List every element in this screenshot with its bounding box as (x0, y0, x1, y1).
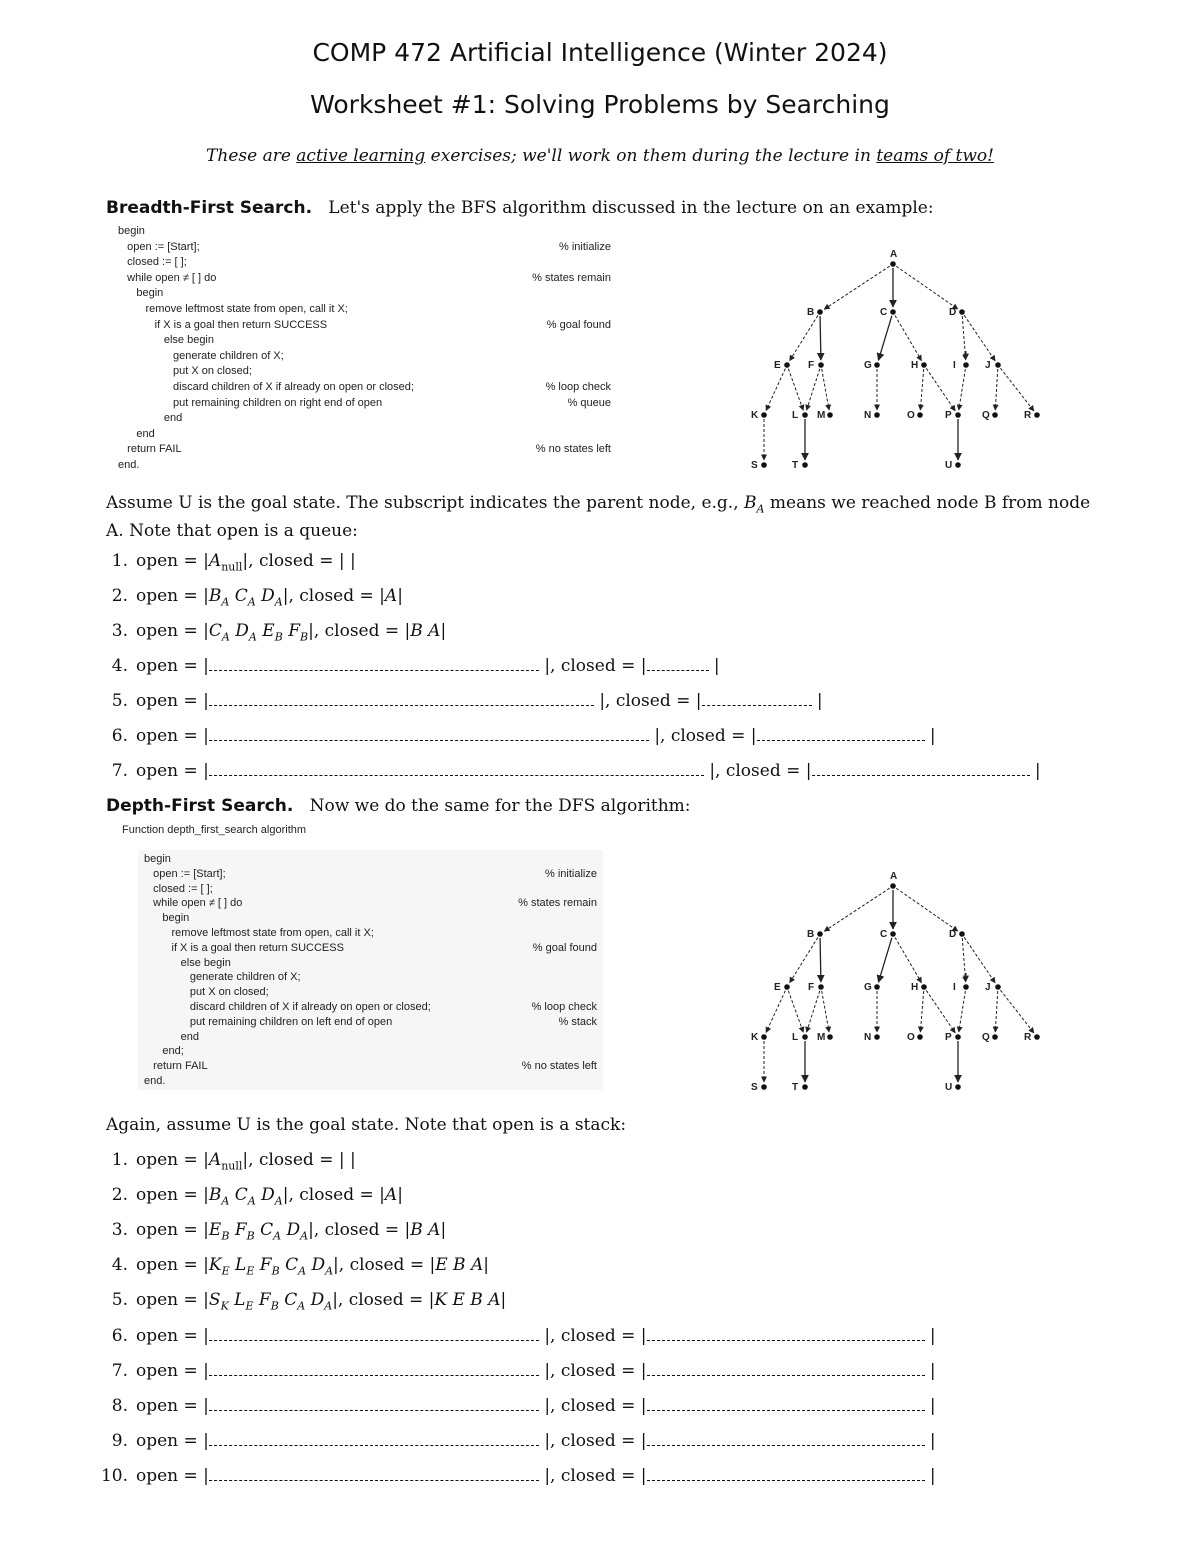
tree-node-n (874, 412, 880, 418)
instructions-note: These are active learning exercises; we'll work on them during the lecture in teams of two! (206, 146, 994, 166)
tree-edge-a-d (896, 888, 958, 931)
code-line: return FAIL (144, 1060, 208, 1073)
tree-node-label-f: F (808, 982, 815, 993)
code-line: put X on closed; (144, 986, 269, 999)
tree-node-q (992, 1034, 998, 1040)
code-line: closed := [ ]; (144, 882, 213, 895)
code-comment: % goal found (532, 941, 597, 954)
dfs-function-label: Function depth_first_search algorithm (122, 824, 307, 836)
tree-edge-a-b (824, 266, 889, 309)
tree-node-t (802, 1084, 808, 1090)
tree-node-label-a: A (890, 249, 898, 260)
tree-node-label-p: P (945, 1032, 952, 1043)
tree-edge-b-e (790, 315, 818, 360)
dfs-step-1: 1. open = $|A_{null}|$, closed = | | (111, 1150, 356, 1173)
tree-node-e (784, 984, 790, 990)
tree-node-e (784, 362, 790, 368)
tree-edge-d-j (964, 937, 995, 983)
tree-edge-j-q (995, 369, 997, 410)
tree-node-u (955, 1084, 961, 1090)
code-line: while open ≠ [ ] do (144, 897, 243, 910)
tree-node-label-o: O (907, 1032, 915, 1043)
bfs-step-4-closed-blank[interactable] (647, 656, 709, 671)
tree-node-label-q: Q (982, 1032, 990, 1043)
tree-edge-f-l (807, 991, 820, 1032)
tree-node-f (818, 984, 824, 990)
code-line: closed := [ ]; (118, 256, 187, 269)
tree-node-o (917, 412, 923, 418)
tree-node-h (921, 984, 927, 990)
tree-node-label-t: T (792, 1082, 799, 1093)
tree-edge-i-p (959, 991, 966, 1032)
worksheet-course-title: COMP 472 Artificial Intelligence (Winter 2024) (312, 38, 888, 67)
tree-node-m (827, 412, 833, 418)
tree-node-label-g: G (864, 360, 872, 371)
tree-edge-h-o (920, 991, 923, 1032)
tree-edge-d-j (964, 315, 995, 361)
tree-node-label-u: U (945, 460, 953, 471)
tree-node-j (995, 984, 1001, 990)
tree-node-label-r: R (1024, 1032, 1032, 1043)
code-line: if X is a goal then return SUCCESS (144, 941, 344, 954)
dfs-step-10: 10. open = | |, closed = | | (100, 1466, 936, 1486)
tree-node-label-u: U (945, 1082, 953, 1093)
code-line: generate children of X; (118, 349, 284, 362)
code-line: begin (118, 287, 164, 300)
tree-node-label-l: L (792, 410, 799, 421)
tree-edge-h-o (920, 369, 923, 410)
tree-edge-c-g (878, 316, 891, 360)
code-comment: % loop check (545, 381, 611, 393)
dfs-step-2: 2. open = $|B_A$ $C_A$ $D_A|$, closed = |A| (111, 1185, 403, 1208)
bfs-intro: Let's apply the BFS algorithm discussed in the lecture on an example: (328, 198, 934, 218)
tree-node-label-c: C (880, 307, 888, 318)
dfs-step-6: 6. open = | |, closed = | | (111, 1326, 936, 1346)
code-comment: % queue (567, 396, 611, 409)
tree-node-s (761, 1084, 767, 1090)
code-line: open := [Start]; (144, 867, 226, 880)
code-line: return FAIL (118, 443, 182, 456)
dfs-step-9-closed-blank[interactable] (647, 1431, 925, 1446)
bfs-step-2: 2. open = $|B_A$ $C_A$ $D_A|$, closed = |A| (111, 586, 403, 609)
tree-node-d (959, 931, 965, 937)
code-line: end. (118, 459, 140, 471)
code-line: end (118, 427, 155, 440)
dfs-heading: Depth-First Search. (106, 796, 294, 816)
tree-node-i (963, 362, 969, 368)
tree-edge-b-e (790, 937, 818, 982)
code-line: end; (144, 1045, 184, 1058)
tree-node-label-i: I (953, 360, 956, 371)
code-comment: % initialize (545, 867, 597, 880)
code-line: remove leftmost state from open, call it X; (118, 303, 348, 315)
tree-node-t (802, 462, 808, 468)
bfs-step-7-closed-blank[interactable] (812, 761, 1030, 776)
code-comment: % stack (558, 1015, 597, 1028)
tree-node-label-n: N (864, 410, 872, 421)
code-line: open := [Start]; (118, 240, 200, 253)
tree-node-label-r: R (1024, 410, 1032, 421)
tree-node-c (890, 309, 896, 315)
code-comment: % states remain (532, 271, 611, 284)
tree-node-a (890, 883, 896, 889)
tree-node-label-m: M (817, 1032, 826, 1043)
tree-node-label-q: Q (982, 410, 990, 421)
tree-edge-a-d (896, 266, 958, 309)
tree-node-n (874, 1034, 880, 1040)
tree-node-label-p: P (945, 410, 952, 421)
dfs-step-6-closed-blank[interactable] (647, 1326, 925, 1341)
code-line: begin (118, 225, 145, 237)
tree-edge-f-l (807, 369, 820, 410)
bfs-step-4: 4. open = | |, closed = | | (111, 656, 720, 676)
tree-node-s (761, 462, 767, 468)
tree-node-label-e: E (774, 982, 781, 993)
dfs-step-10-closed-blank[interactable] (647, 1466, 925, 1481)
tree-node-f (818, 362, 824, 368)
tree-node-g (874, 984, 880, 990)
tree-node-l (802, 1034, 808, 1040)
dfs-assumption: Again, assume U is the goal state. Note that open is a stack: (106, 1115, 627, 1135)
tree-edge-i-p (959, 369, 966, 410)
tree-edge-f-m (822, 991, 829, 1032)
code-line: end (118, 412, 183, 425)
tree-node-label-n: N (864, 1032, 872, 1043)
tree-node-b (817, 309, 823, 315)
tree-node-j (995, 362, 1001, 368)
code-comment: % goal found (546, 318, 611, 331)
tree-node-label-j: J (985, 360, 991, 371)
tree-node-b (817, 931, 823, 937)
tree-node-p (955, 412, 961, 418)
code-line: end (144, 1030, 200, 1043)
tree-edge-j-q (995, 991, 997, 1032)
tree-node-label-h: H (911, 360, 919, 371)
tree-edge-c-g (878, 938, 891, 982)
worksheet-title: Worksheet #1: Solving Problems by Searching (310, 90, 890, 119)
code-line: generate children of X; (144, 971, 301, 984)
bfs-step-1: 1. open = $|A_{null}|$, closed = | | (111, 551, 356, 574)
tree-node-label-s: S (751, 1082, 758, 1093)
tree-node-label-m: M (817, 410, 826, 421)
code-line: begin (144, 912, 190, 925)
bfs-step-4-open-blank[interactable] (209, 656, 539, 671)
dfs-step-7-closed-blank[interactable] (647, 1361, 925, 1376)
code-line: if X is a goal then return SUCCESS (118, 318, 328, 331)
tree-edge-f-m (822, 369, 829, 410)
dfs-step-3: 3. open = $|E_B$ $F_B$ $C_A$ $D_A|$, closed = |B A| (111, 1220, 447, 1243)
dfs-step-8: 8. open = | |, closed = | | (111, 1396, 936, 1416)
code-comment: % states remain (518, 897, 597, 910)
code-line: put X on closed; (118, 365, 252, 378)
code-line: begin (144, 853, 171, 865)
code-comment: % no states left (535, 443, 611, 456)
bfs-step-6-closed-blank[interactable] (757, 726, 925, 741)
code-line: put remaining children on left end of open (144, 1015, 393, 1028)
tree-edge-c-h (895, 937, 921, 982)
tree-node-label-a: A (890, 871, 898, 882)
code-line: put remaining children on right end of open (118, 396, 383, 409)
tree-node-label-b: B (807, 929, 815, 940)
tree-node-label-s: S (751, 460, 758, 471)
bfs-heading: Breadth-First Search. (106, 198, 313, 218)
tree-edge-b-f (820, 938, 821, 982)
tree-node-label-d: D (949, 929, 957, 940)
tree-node-d (959, 309, 965, 315)
bfs-step-5-open-blank[interactable] (209, 691, 594, 706)
tree-node-label-h: H (911, 982, 919, 993)
tree-node-label-o: O (907, 410, 915, 421)
bfs-step-6: 6. open = | |, closed = | | (111, 726, 936, 746)
dfs-step-10-open-blank[interactable] (209, 1466, 539, 1481)
tree-node-label-c: C (880, 929, 888, 940)
tree-edge-b-f (820, 316, 821, 360)
tree-edge-e-l (788, 991, 803, 1033)
tree-node-o (917, 1034, 923, 1040)
tree-node-label-b: B (807, 307, 815, 318)
bfs-step-5: 5. open = | |, closed = | | (111, 691, 823, 711)
dfs-step-9: 9. open = | |, closed = | | (111, 1431, 936, 1451)
dfs-step-4: 4. open = $|K_E$ $L_E$ $F_B$ $C_A$ $D_A|$, closed = |E B A| (111, 1255, 489, 1278)
tree-edge-h-p (926, 990, 955, 1033)
tree-edge-e-k (766, 991, 785, 1033)
tree-edge-a-b (824, 888, 889, 931)
tree-node-label-k: K (751, 1032, 759, 1043)
bfs-assumption: Assume U is the goal state. The subscript indicates the parent node, e.g., $B_A$ means we reached node B from node A. Note that open is a queue: (106, 493, 1091, 542)
tree-node-k (761, 1034, 767, 1040)
tree-node-h (921, 362, 927, 368)
dfs-step-9-open-blank[interactable] (209, 1431, 539, 1446)
tree-node-label-k: K (751, 410, 759, 421)
tree-edge-d-i (962, 938, 965, 982)
dfs-step-7: 7. open = | |, closed = | | (111, 1361, 936, 1381)
dfs-step-6-open-blank[interactable] (209, 1326, 539, 1341)
dfs-heading-line (106, 796, 691, 816)
tree-node-label-d: D (949, 307, 957, 318)
tree-node-c (890, 931, 896, 937)
code-line: discard children of X if already on open or closed; (118, 381, 414, 393)
tree-node-label-f: F (808, 360, 815, 371)
dfs-step-5: 5. open = $|S_K$ $L_E$ $F_B$ $C_A$ $D_A|$, closed = |K E B A| (111, 1290, 507, 1313)
tree-node-a (890, 261, 896, 267)
code-comment: % loop check (531, 1001, 597, 1013)
tree-node-r (1034, 1034, 1040, 1040)
code-line: end. (144, 1075, 166, 1087)
tree-edge-e-l (788, 369, 803, 411)
tree-node-u (955, 462, 961, 468)
tree-node-l (802, 412, 808, 418)
tree-node-label-g: G (864, 982, 872, 993)
dfs-pseudocode (138, 850, 603, 1090)
bfs-heading-line (106, 198, 934, 218)
code-comment: % initialize (559, 240, 611, 253)
code-line: else begin (118, 334, 214, 347)
tree-node-label-i: I (953, 982, 956, 993)
dfs-step-8-open-blank[interactable] (209, 1396, 539, 1411)
tree-edge-j-r (1000, 368, 1033, 411)
code-line: discard children of X if already on open or closed; (144, 1001, 431, 1013)
tree-node-label-e: E (774, 360, 781, 371)
bfs-step-6-open-blank[interactable] (209, 726, 649, 741)
dfs-step-8-closed-blank[interactable] (647, 1396, 925, 1411)
tree-edge-c-h (895, 315, 921, 360)
tree-node-g (874, 362, 880, 368)
code-line: else begin (144, 956, 231, 969)
tree-node-label-t: T (792, 460, 799, 471)
tree-node-m (827, 1034, 833, 1040)
tree-node-r (1034, 412, 1040, 418)
bfs-pseudocode (112, 222, 617, 474)
tree-node-p (955, 1034, 961, 1040)
code-line: remove leftmost state from open, call it X; (144, 927, 374, 939)
bfs-step-7: 7. open = | |, closed = | | (111, 761, 1041, 781)
code-line: while open ≠ [ ] do (118, 271, 217, 284)
tree-node-label-l: L (792, 1032, 799, 1043)
bfs-step-3: 3. open = $|C_A$ $D_A$ $E_B$ $F_B|$, closed = |B A| (111, 621, 447, 644)
tree-node-label-j: J (985, 982, 991, 993)
tree-edge-j-r (1000, 990, 1033, 1033)
tree-edge-h-p (926, 368, 955, 411)
tree-node-q (992, 412, 998, 418)
tree-node-k (761, 412, 767, 418)
dfs-tree-diagram (740, 862, 1060, 1097)
tree-edge-d-i (962, 316, 965, 360)
tree-node-i (963, 984, 969, 990)
dfs-intro: Now we do the same for the DFS algorithm: (309, 796, 691, 816)
bfs-step-7-open-blank[interactable] (209, 761, 704, 776)
bfs-tree-diagram (740, 240, 1060, 475)
tree-edge-e-k (766, 369, 785, 411)
code-comment: % no states left (521, 1060, 597, 1073)
dfs-step-7-open-blank[interactable] (209, 1361, 539, 1376)
bfs-step-5-closed-blank[interactable] (702, 691, 812, 706)
